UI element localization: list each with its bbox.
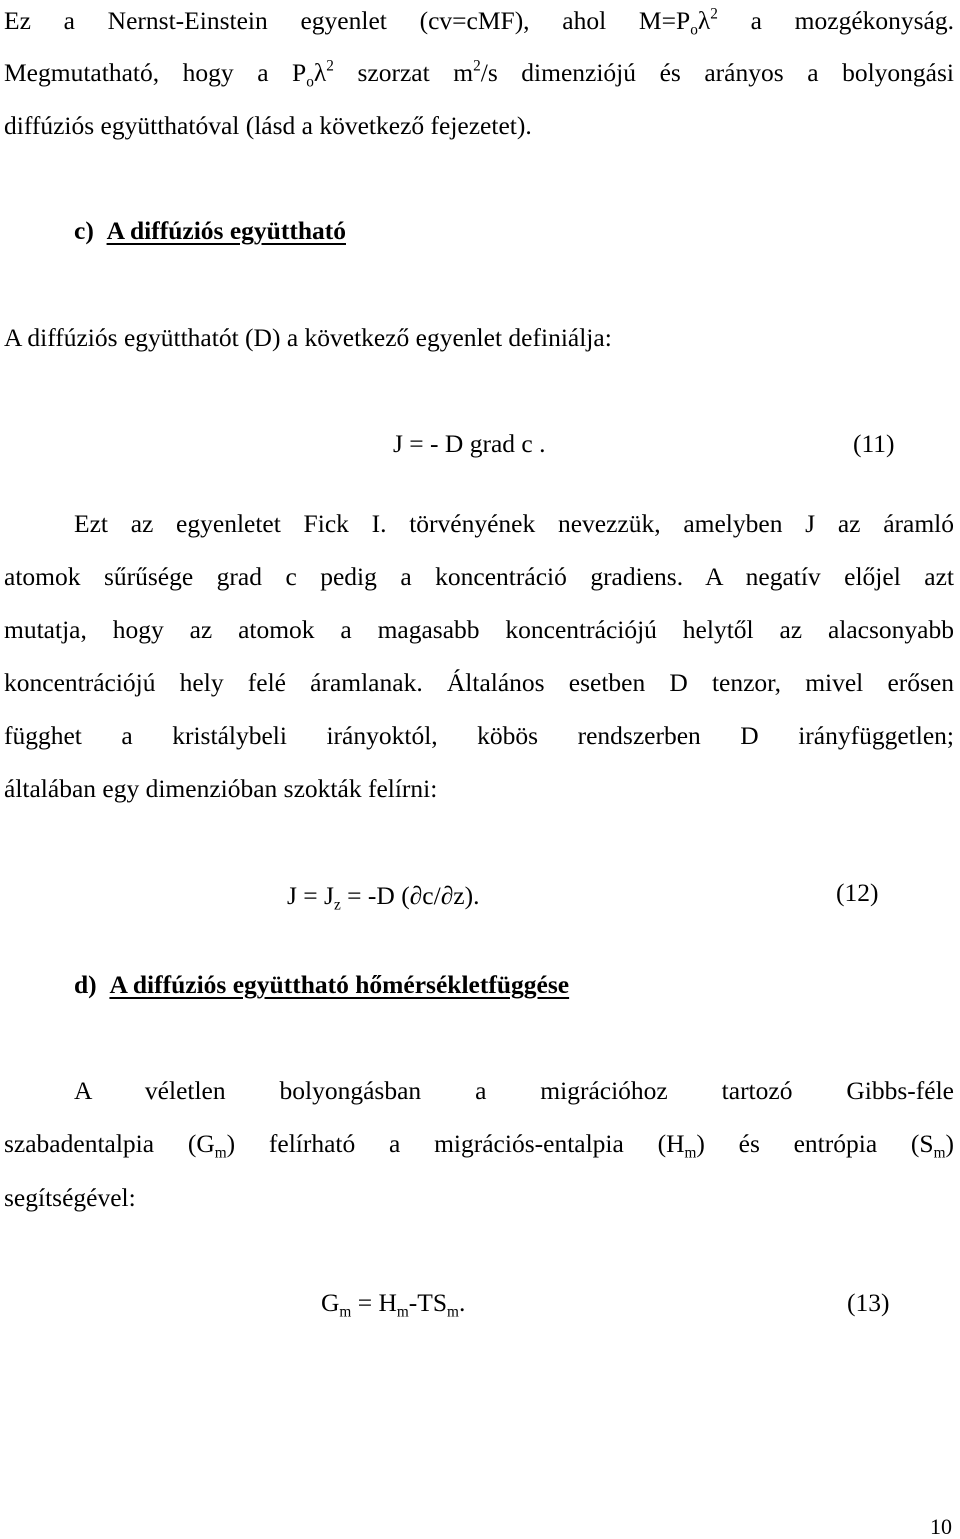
subscript: z xyxy=(333,896,341,914)
paragraph-1-line-2 xyxy=(4,57,954,91)
equation-12 xyxy=(287,881,480,914)
text-run: G xyxy=(321,1288,340,1317)
text-run: Ez a Nernst-Einstein egyenlet (cv=cMF), ahol M=P xyxy=(4,6,691,35)
text-run: Megmutatható, hogy a P xyxy=(4,58,307,87)
section-title: A diffúziós együttható hőmérsékletfüggése xyxy=(109,970,570,999)
superscript: 2 xyxy=(326,57,334,75)
subscript: o xyxy=(306,73,314,91)
text-run: . xyxy=(458,1288,466,1317)
paragraph-1-line-3: diffúziós együtthatóval (lásd a következő fejezetet). xyxy=(4,111,532,140)
paragraph-3-line-6: általában egy dimenzióban szokták felírni: xyxy=(4,774,438,803)
subscript: o xyxy=(690,21,698,39)
section-title: A diffúziós együttható xyxy=(106,216,346,245)
paragraph-3-line-2: atomok sűrűsége grad c pedig a koncentráció gradiens. A negatív előjel azt xyxy=(4,562,954,591)
subscript: m xyxy=(214,1144,227,1162)
paragraph-4-line-3: segítségével: xyxy=(4,1183,136,1212)
subscript: m xyxy=(396,1303,409,1321)
text-run: J = J xyxy=(287,881,334,910)
equation-12-number: (12) xyxy=(836,878,879,907)
subscript: m xyxy=(933,1144,946,1162)
paragraph-1-line-1 xyxy=(4,5,955,39)
equation-11-number: (11) xyxy=(853,429,895,458)
text-run: -TS xyxy=(408,1288,448,1317)
page-number: 10 xyxy=(930,1514,952,1539)
section-c-heading xyxy=(74,218,346,244)
text-run: szorzat m xyxy=(333,58,474,87)
text-run: ) és entrópia (S xyxy=(696,1129,934,1158)
equation-13 xyxy=(321,1288,466,1321)
lambda-symbol: λ xyxy=(697,6,711,35)
text-run: = H xyxy=(351,1288,397,1317)
paragraph-3-line-5: függhet a kristálybeli irányoktól, köbös rendszerben D irányfüggetlen; xyxy=(4,721,954,750)
paragraph-4-line-1: A véletlen bolyongásban a migrációhoz tartozó Gibbs-féle xyxy=(74,1076,954,1105)
text-run: szabadentalpia (G xyxy=(4,1129,215,1158)
text-run: ) felírható a migrációs-entalpia (H xyxy=(226,1129,685,1158)
section-d-heading xyxy=(74,972,569,998)
equation-11: J = - D grad c . xyxy=(393,429,546,458)
superscript: 2 xyxy=(710,5,718,23)
paragraph-3-line-1: Ezt az egyenletet Fick I. törvényének nevezzük, amelyben J az áramló xyxy=(74,509,954,538)
text-run: = -D (∂c/∂z). xyxy=(340,881,480,910)
subscript: m xyxy=(447,1303,459,1321)
superscript: 2 xyxy=(473,57,481,75)
paragraph-2: A diffúziós együtthatót (D) a következő egyenlet definiálja: xyxy=(4,323,612,352)
equation-13-number: (13) xyxy=(847,1288,890,1317)
subscript: m xyxy=(684,1144,697,1162)
text-run: /s dimenziójú és arányos a bolyongási xyxy=(480,58,954,87)
text-run: ) xyxy=(945,1129,954,1158)
subscript: m xyxy=(339,1303,352,1321)
paragraph-4-line-2 xyxy=(4,1129,954,1162)
lambda-symbol: λ xyxy=(313,58,327,87)
section-label: c) xyxy=(74,216,94,245)
text-run: a mozgékonyság. xyxy=(717,6,955,35)
paragraph-3-line-3: mutatja, hogy az atomok a magasabb koncentrációjú helytől az alacsonyabb xyxy=(4,615,954,644)
paragraph-3-line-4: koncentrációjú hely felé áramlanak. Általános esetben D tenzor, mivel erősen xyxy=(4,668,954,697)
section-label: d) xyxy=(74,970,97,999)
